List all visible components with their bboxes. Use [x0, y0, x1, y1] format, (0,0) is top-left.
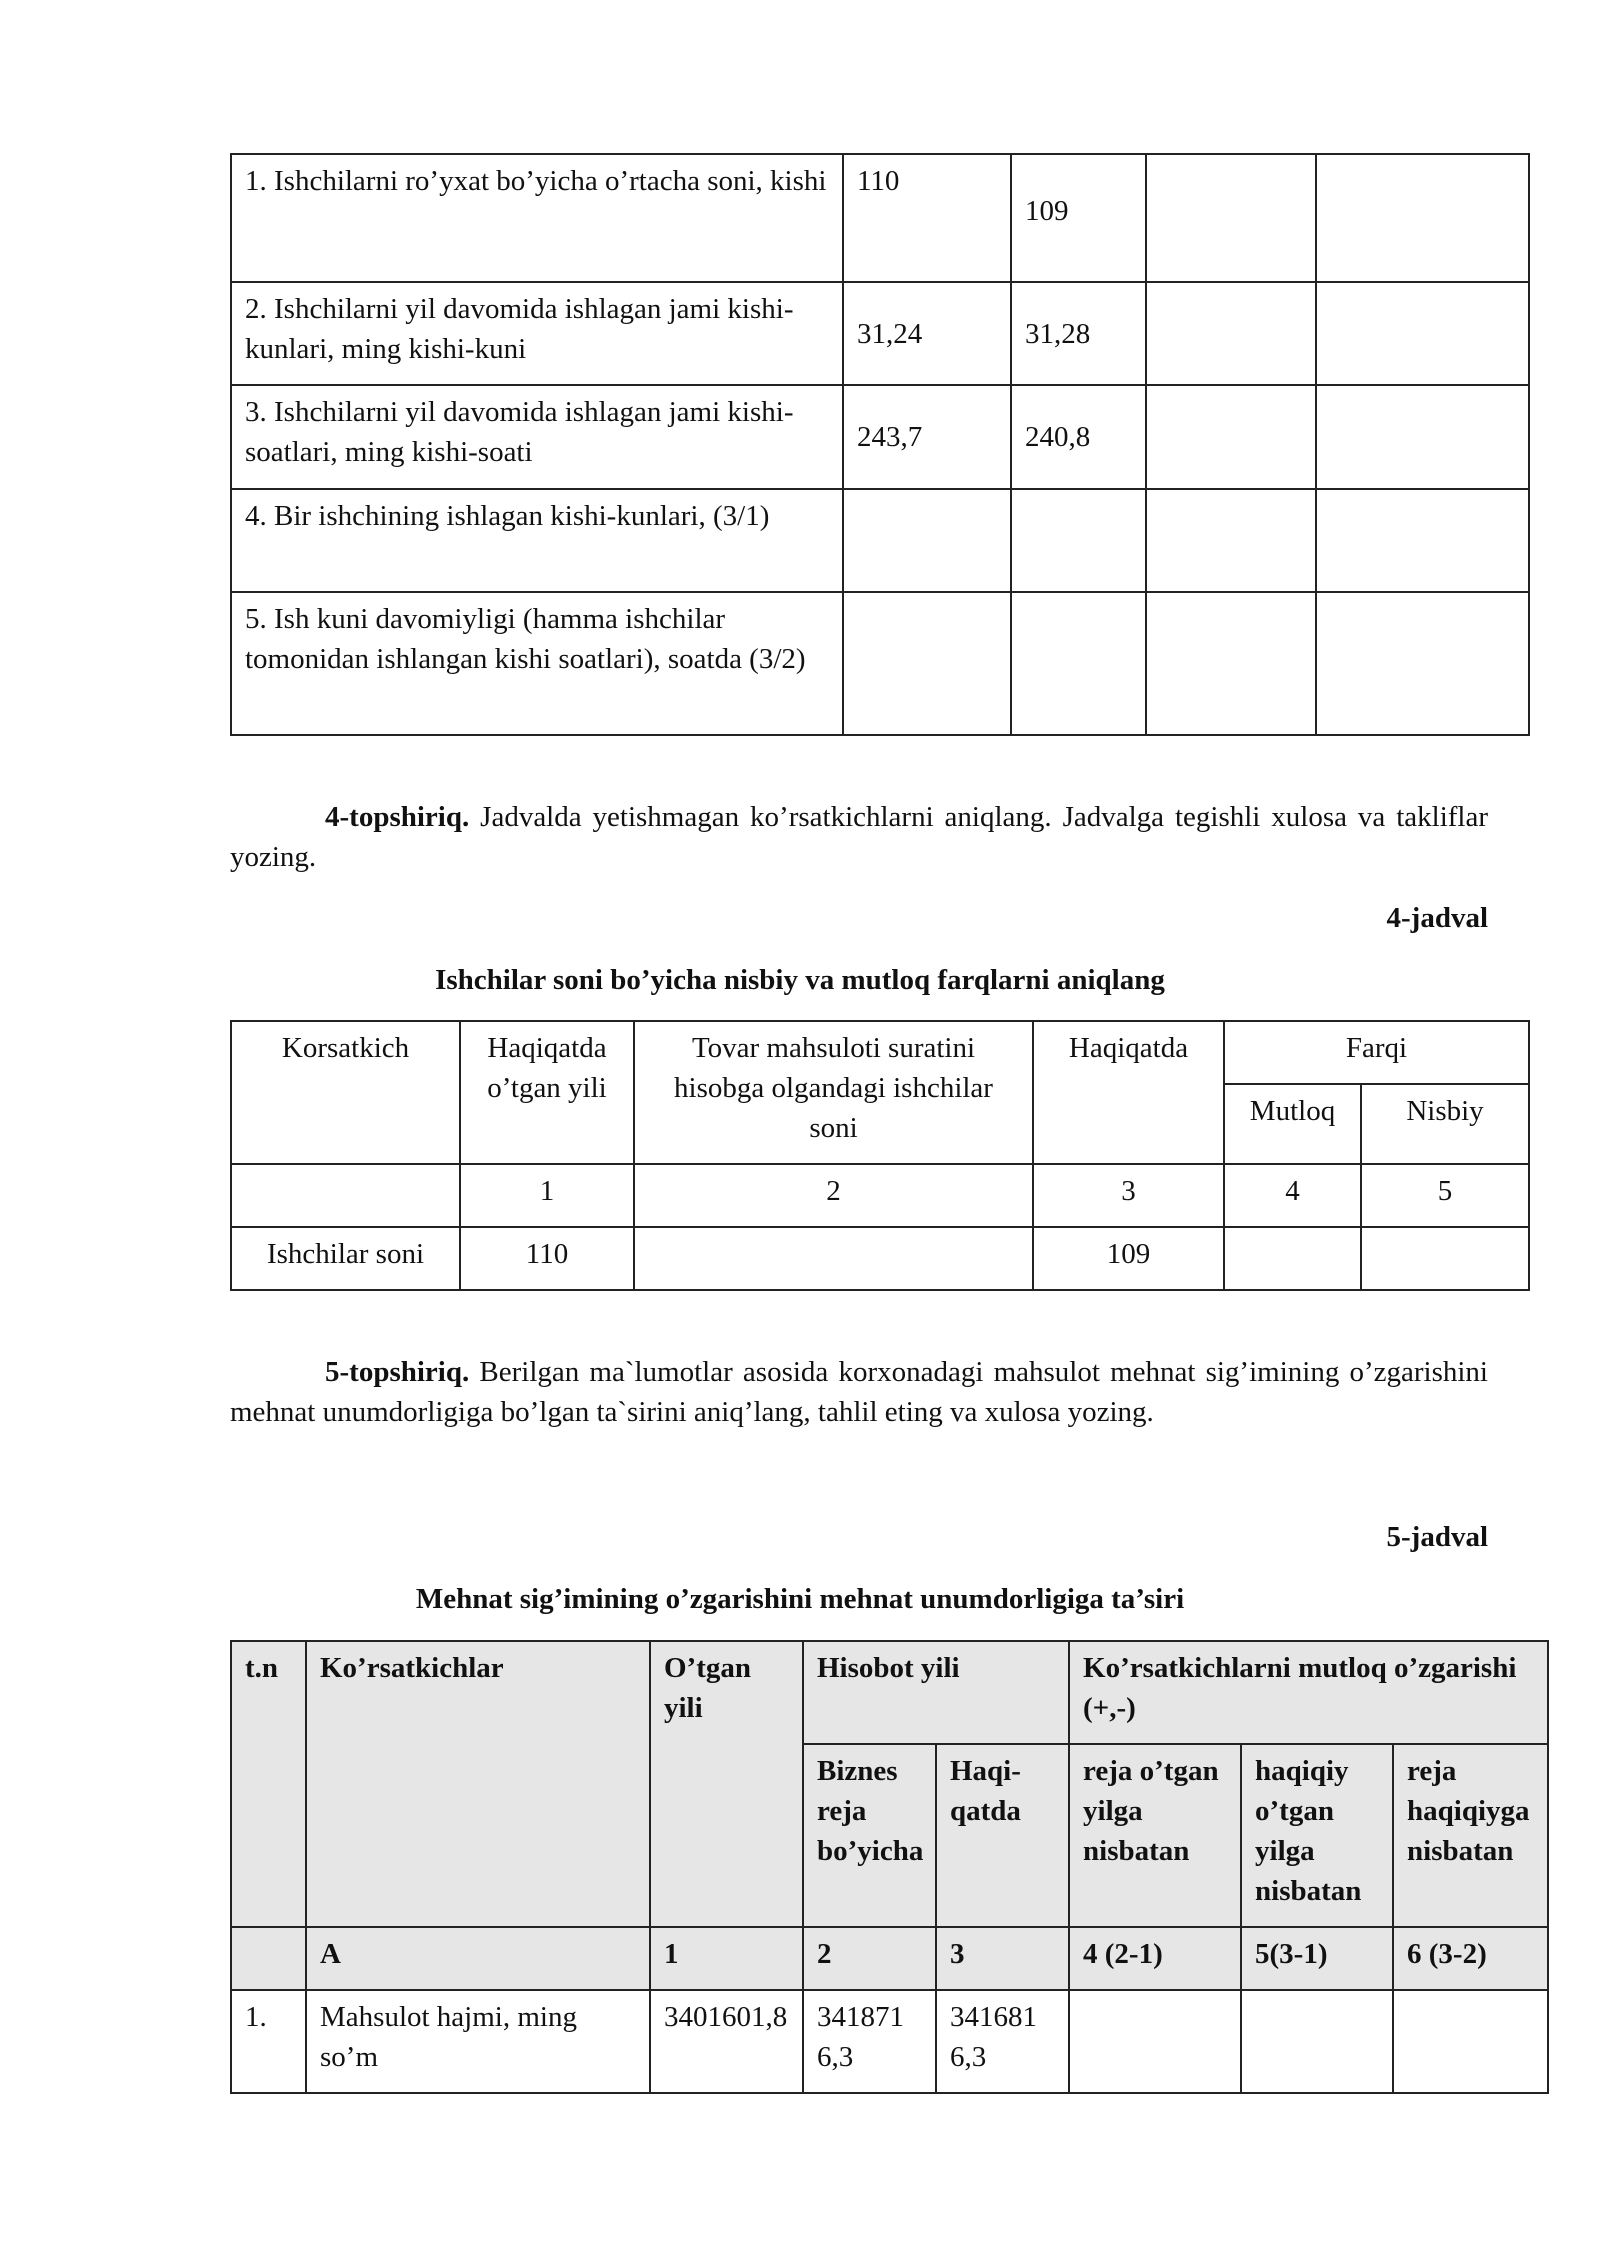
- table5-title: Mehnat sig’imining o’zgarishini mehnat unumdorligiga ta’siri: [415, 1583, 1185, 1615]
- col-header-tn: t.n: [231, 1641, 306, 1927]
- table-cell: [1316, 592, 1529, 735]
- task5-text: Berilgan ma`lumotlar asosida korxonadagi mahsulot mehnat sig’imining o’zgarishini mehnat unumdorligiga bo’lgan ta`sirini aniq’lang, tahlil eting va xulosa yozing.: [230, 1356, 1488, 1428]
- task4-heading: 4-topshiriq.: [325, 801, 470, 833]
- row-label: 4. Bir ishchining ishlagan kishi-kunlari, (3/1): [231, 489, 843, 592]
- row-label: Ishchilar soni: [231, 1227, 460, 1290]
- task5-heading: 5-topshiriq.: [325, 1356, 470, 1388]
- row-label: 1. Ishchilarni ro’yxat bo’yicha o’rtacha soni, kishi: [231, 154, 843, 282]
- col-header-haqiqiy-otgan: haqiqiy o’tgan yilga nisbatan: [1241, 1744, 1393, 1927]
- table-cell: [1011, 489, 1146, 592]
- table-cell: 240,8: [1011, 385, 1146, 489]
- table-row: [231, 1227, 1529, 1290]
- column-number: [231, 1164, 460, 1227]
- table-header-row: [231, 1641, 1548, 1744]
- table-cell: [1011, 592, 1146, 735]
- labor-intensity-table: [230, 1640, 1549, 2094]
- table-cell: 31,28: [1011, 282, 1146, 385]
- table4-title: Ishchilar soni bo’yicha nisbiy va mutloq farqlarni aniqlang: [435, 964, 1165, 996]
- table-cell: [1146, 592, 1316, 735]
- table-cell: 31,24: [843, 282, 1011, 385]
- table-cell: [1316, 154, 1529, 282]
- column-number: 6 (3-2): [1393, 1927, 1548, 1990]
- table-row: [231, 592, 1529, 735]
- row-label: 5. Ish kuni davomiyligi (hamma ishchilar tomonidan ishlangan kishi soatlari), soatda (3/2): [231, 592, 843, 735]
- column-number: 4 (2-1): [1069, 1927, 1241, 1990]
- workers-difference-table: [230, 1020, 1530, 1291]
- table-row: [231, 489, 1529, 592]
- col-header-reja-haqiqiy: reja haqiqiyga nisbatan: [1393, 1744, 1548, 1927]
- table-cell: 109: [1033, 1227, 1224, 1290]
- col-header-otgan-yili: Haqiqatda o’tgan yili: [460, 1021, 634, 1164]
- table-cell: 243,7: [843, 385, 1011, 489]
- table-cell: [1316, 282, 1529, 385]
- task4-paragraph: [230, 797, 1488, 877]
- table-cell: [1069, 1990, 1241, 2093]
- table-cell: 109: [1011, 154, 1146, 282]
- task5-paragraph: [230, 1352, 1488, 1432]
- table4-label: 4-jadval: [1386, 902, 1488, 934]
- table-cell: [1241, 1990, 1393, 2093]
- table-cell: [843, 592, 1011, 735]
- table-row: [231, 1164, 1529, 1227]
- col-header-tovar: Tovar mahsuloti suratini hisobga olgandagi ishchilar soni: [634, 1021, 1033, 1164]
- table-cell: [1224, 1227, 1361, 1290]
- table-row: [231, 282, 1529, 385]
- col-header-korsatkichlar: Ko’rsatkichlar: [306, 1641, 650, 1927]
- col-header-hisobot-yili: Hisobot yili: [803, 1641, 1069, 1744]
- col-header-biznes-reja: Biznes reja bo’yicha: [803, 1744, 936, 1927]
- row-label: 2. Ishchilarni yil davomida ishlagan jami kishi-kunlari, ming kishi-kuni: [231, 282, 843, 385]
- indicators-table: [230, 153, 1530, 736]
- table-cell: 3418716,3: [803, 1990, 936, 2093]
- column-number: 3: [936, 1927, 1069, 1990]
- table-row: [231, 385, 1529, 489]
- table-cell: [1146, 489, 1316, 592]
- column-number: 3: [1033, 1164, 1224, 1227]
- col-header-farqi: Farqi: [1224, 1021, 1529, 1084]
- table-cell: [1316, 385, 1529, 489]
- table-row: [231, 154, 1529, 282]
- table-cell: [1146, 385, 1316, 489]
- col-header-korsatkich: Korsatkich: [231, 1021, 460, 1164]
- column-number: 5(3-1): [1241, 1927, 1393, 1990]
- column-number: 2: [634, 1164, 1033, 1227]
- table-cell: 3416816,3: [936, 1990, 1069, 2093]
- col-header-reja-otgan: reja o’tgan yilga nisbatan: [1069, 1744, 1241, 1927]
- col-header-haqiqatda: Haqi-qatda: [936, 1744, 1069, 1927]
- col-header-nisbiy: Nisbiy: [1361, 1084, 1529, 1164]
- column-number: 1: [650, 1927, 803, 1990]
- table-cell: [1146, 154, 1316, 282]
- table-cell: [1393, 1990, 1548, 2093]
- table-cell: [1146, 282, 1316, 385]
- col-header-mutloq-ozgarish: Ko’rsatkichlarni mutloq o’zgarishi (+,-): [1069, 1641, 1548, 1744]
- column-number: A: [306, 1927, 650, 1990]
- table-row: [231, 1927, 1548, 1990]
- task4-text: Jadvalda yetishmagan ko’rsatkichlarni aniqlang. Jadvalga tegishli xulosa va takliflar yozing.: [230, 801, 1488, 873]
- table-cell: [634, 1227, 1033, 1290]
- col-header-mutloq: Mutloq: [1224, 1084, 1361, 1164]
- col-header-haqiqatda: Haqiqatda: [1033, 1021, 1224, 1164]
- row-label: Mahsulot hajmi, ming so’m: [306, 1990, 650, 2093]
- table-cell: 110: [460, 1227, 634, 1290]
- table-cell: [1316, 489, 1529, 592]
- column-number: [231, 1927, 306, 1990]
- column-number: 2: [803, 1927, 936, 1990]
- col-header-otgan-yili: O’tgan yili: [650, 1641, 803, 1927]
- column-number: 4: [1224, 1164, 1361, 1227]
- table-row: [231, 1990, 1548, 2093]
- table5-label: 5-jadval: [1386, 1521, 1488, 1553]
- table-cell: [1361, 1227, 1529, 1290]
- column-number: 1: [460, 1164, 634, 1227]
- table-cell: 3401601,8: [650, 1990, 803, 2093]
- table-cell: 110: [843, 154, 1011, 282]
- column-number: 5: [1361, 1164, 1529, 1227]
- row-number: 1.: [231, 1990, 306, 2093]
- table-header-row: [231, 1021, 1529, 1084]
- row-label: 3. Ishchilarni yil davomida ishlagan jami kishi-soatlari, ming kishi-soati: [231, 385, 843, 489]
- table-cell: [843, 489, 1011, 592]
